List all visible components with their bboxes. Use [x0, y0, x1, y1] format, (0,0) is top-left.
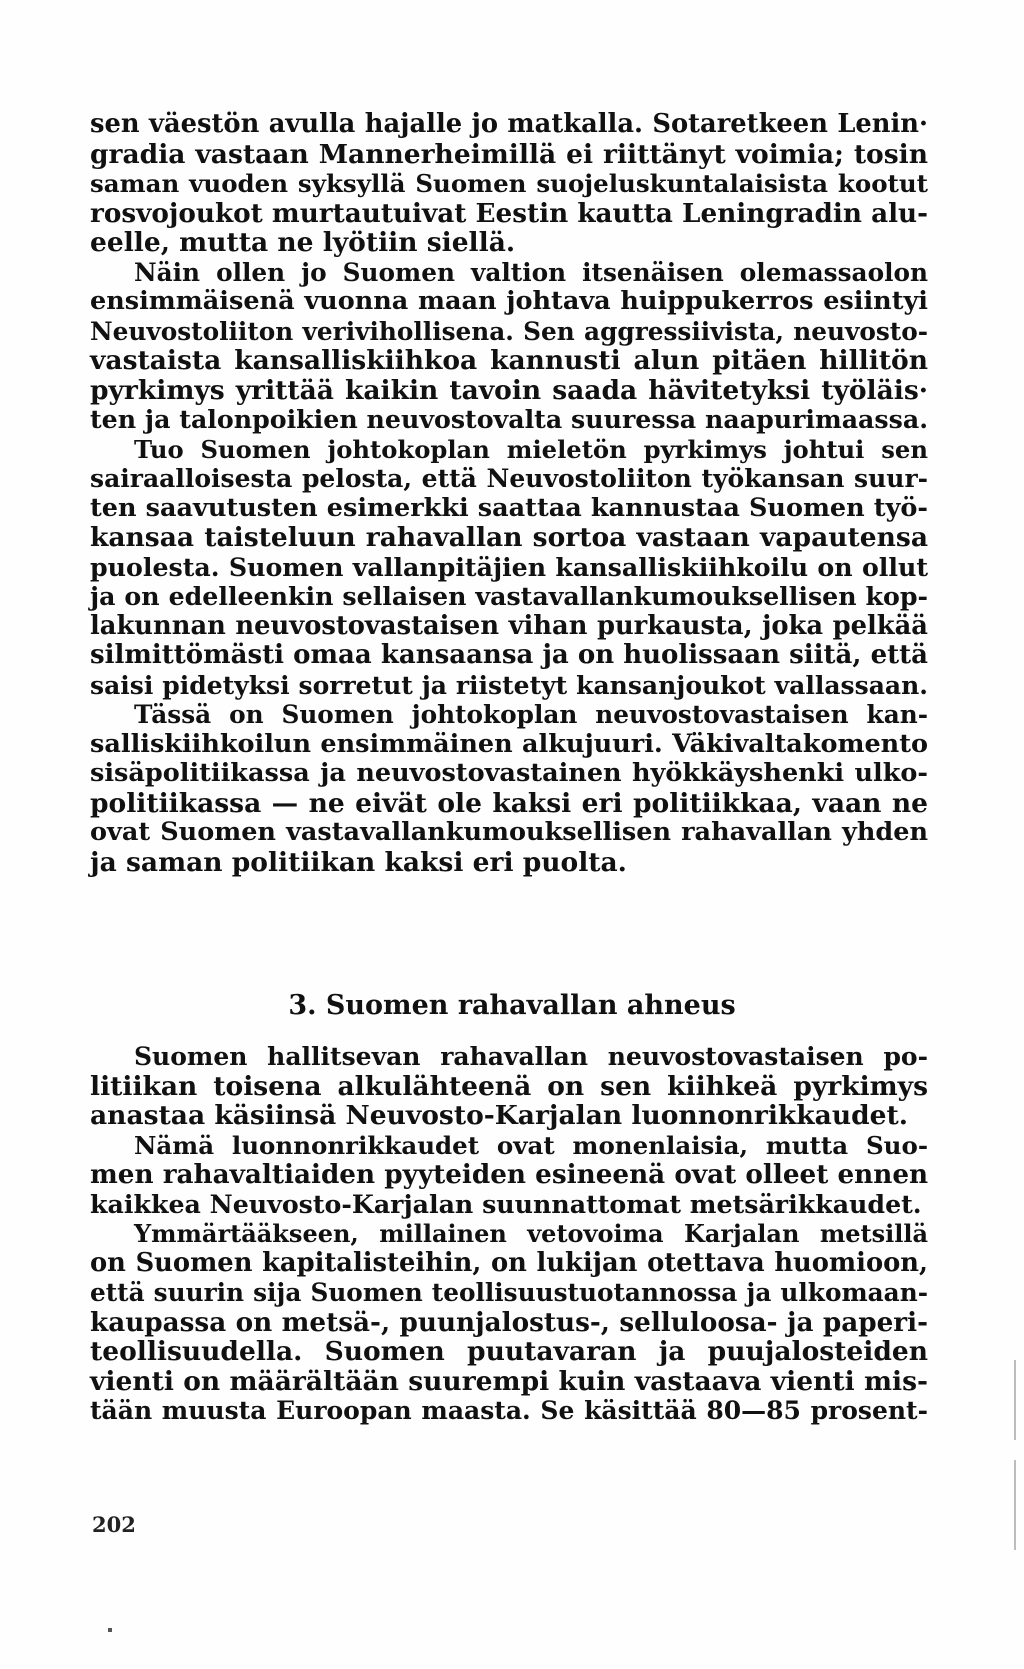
text-line: sisäpolitiikassa ja neuvostovastainen hyökkäyshenki ulko-: [90, 758, 928, 788]
text-line: lakunnan neuvostovastaisen vihan purkausta, joka pelkää: [90, 610, 928, 641]
text-line: men rahavaltiaiden pyyteiden esineenä ovat olleet ennen: [90, 1159, 929, 1190]
text-line: että suurin sija Suomen teollisuustuotannossa ja ulkomaan-: [90, 1278, 928, 1307]
text-line: litiikan toisena alkulähteenä on sen kiihkeä pyrkimys: [90, 1070, 928, 1102]
text-line: ja on edelleenkin sellaisen vastavallankumouksellisen kop-: [90, 581, 928, 611]
text-line: anastaa käsiinsä Neuvosto-Karjalan luonnonrikkaudet.: [90, 1100, 908, 1131]
ink-speck: [108, 1628, 112, 1632]
body-text-top: [90, 110, 928, 877]
text-line: ja saman politiikan kaksi eri puolta.: [90, 846, 627, 878]
text-line: Nämä luonnonrikkaudet ovat monenlaisia, mutta Suo-: [134, 1130, 928, 1160]
text-line: pyrkimys yrittää kaikin tavoin saada hävitetyksi työläis·: [90, 374, 928, 406]
text-line: sairaalloisesta pelosta, että Neuvostoliiton työkansan suur-: [90, 464, 928, 493]
text-line: saman vuoden syksyllä Suomen suojeluskuntalaisista kootut: [90, 169, 928, 198]
text-line: kaupassa on metsä-, puunjalostus-, selluloosa- ja paperi-: [90, 1306, 928, 1338]
text-line: salliskiihkoilun ensimmäinen alkujuuri. Väkivaltakomento: [90, 728, 928, 759]
text-line: ensimmäisenä vuonna maan johtava huippukerros esiintyi: [90, 286, 928, 316]
text-line: ten ja talonpoikien neuvostovalta suuressa naapurimaassa.: [90, 404, 928, 434]
text-line: Suomen hallitsevan rahavallan neuvostovastaisen po-: [134, 1042, 928, 1071]
text-line: ovat Suomen vastavallankumouksellisen rahavallan yhden: [90, 817, 928, 847]
text-line: kaikkea Neuvosto-Karjalan suunnattomat metsärikkaudet.: [90, 1188, 922, 1219]
text-line: silmittömästi omaa kansaansa ja on huolissaan siitä, että: [90, 640, 928, 670]
page-edge-mark: [1014, 1460, 1016, 1550]
text-line: vienti on määrältään suurempi kuin vastaava vienti mis-: [90, 1365, 928, 1397]
page-number: 202: [92, 1512, 136, 1537]
text-line: sen väestön avulla hajalle jo matkalla. Sotaretkeen Lenin·: [90, 109, 928, 139]
text-line: Ymmärtääkseen, millainen vetovoima Karjalan metsillä: [134, 1219, 928, 1248]
text-line: Näin ollen jo Suomen valtion itsenäisen olemassaolon: [134, 257, 928, 287]
text-line: on Suomen kapitalisteihin, on lukijan otettava huomioon,: [90, 1247, 928, 1278]
text-line: eelle, mutta ne lyötiin siellä.: [90, 227, 516, 258]
text-line: tään muusta Euroopan maasta. Se käsittää 80—85 prosent-: [90, 1396, 928, 1425]
text-line: vastaista kansalliskiihkoa kannusti alun pitäen hillitön: [90, 345, 928, 376]
text-line: puolesta. Suomen vallanpitäjien kansalliskiihkoilu on ollut: [90, 551, 928, 582]
body-text-bottom: [90, 1042, 928, 1426]
text-line: kansaa taisteluun rahavallan sortoa vastaan vapautensa: [90, 522, 928, 553]
text-line: ten saavutusten esimerkki saattaa kannustaa Suomen työ-: [90, 492, 928, 523]
text-line: gradia vastaan Mannerheimillä ei riittänyt voimia; tosin: [90, 138, 928, 170]
text-line: saisi pidetyksi sorretut ja riistetyt kansanjoukot vallassaan.: [90, 670, 928, 700]
page-edge-mark: [1014, 1360, 1016, 1440]
text-line: Neuvostoliiton verivihollisena. Sen aggressiivista, neuvosto-: [90, 316, 928, 346]
text-line: politiikassa — ne eivät ole kaksi eri politiikkaa, vaan ne: [90, 787, 928, 819]
text-line: teollisuudella. Suomen puutavaran ja puujalosteiden: [90, 1336, 928, 1367]
section-heading: 3. Suomen rahavallan ahneus: [288, 990, 736, 1021]
text-line: rosvojoukot murtautuivat Eestin kautta Leningradin alu-: [90, 197, 929, 229]
text-line: Tässä on Suomen johtokoplan neuvostovastaisen kan-: [134, 700, 928, 729]
text-line: Tuo Suomen johtokoplan mieletön pyrkimys johtui sen: [134, 434, 928, 464]
